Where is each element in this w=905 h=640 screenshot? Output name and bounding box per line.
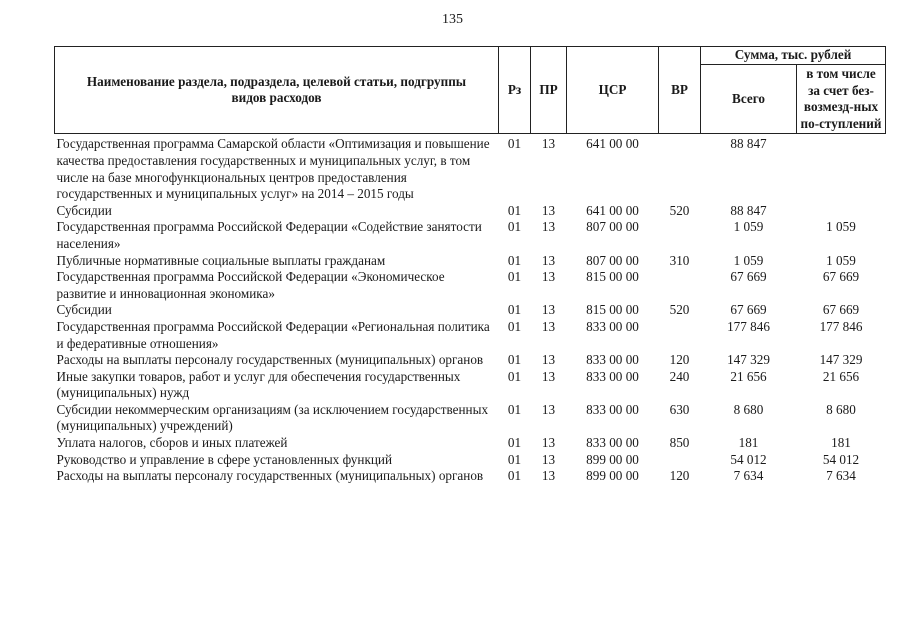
table-row — [55, 134, 886, 203]
cell-pr: 13 — [541, 435, 556, 451]
header-name: Наименование раздела, подраздела, целевой статьи, подгруппы видов расходов — [55, 47, 499, 134]
cell-vr: 520 — [669, 302, 690, 318]
cell-csr: 833 00 00 — [586, 352, 639, 368]
table-row — [55, 369, 886, 402]
cell-total: 88 847 — [730, 136, 767, 152]
table-row — [55, 402, 886, 435]
cell-rz: 01 — [507, 318, 522, 334]
table-row — [55, 253, 886, 270]
cell-free: 67 669 — [822, 302, 860, 318]
cell-name: Уплата налогов, сборов и иных платежей — [56, 435, 288, 451]
cell-pr: 13 — [541, 352, 556, 368]
cell-name: Государственная программа Российской Федерации «Экономическое развитие и инновационная экономика» — [56, 269, 445, 301]
cell-pr: 13 — [541, 368, 556, 384]
cell-pr: 13 — [541, 451, 556, 467]
cell-free: 1 059 — [826, 219, 856, 235]
table-row — [55, 219, 886, 252]
cell-total: 54 012 — [730, 451, 767, 467]
cell-name: Государственная программа Самарской области «Оптимизация и повышение качества предоставления государственных и муниципальных услуг, в том числе на базе многофункциональных центров предоставления государственных и муниципальных услуг» на 2014 – 2015 годы — [56, 136, 490, 202]
cell-total: 7 634 — [733, 468, 764, 484]
cell-vr: 120 — [669, 352, 690, 368]
cell-csr: 899 00 00 — [586, 468, 639, 484]
cell-name: Публичные нормативные социальные выплаты гражданам — [56, 252, 386, 268]
cell-vr: 120 — [669, 468, 690, 484]
cell-name: Расходы на выплаты персоналу государственных (муниципальных) органов — [56, 468, 484, 484]
cell-csr: 815 00 00 — [586, 302, 639, 318]
cell-free: 7 634 — [826, 468, 856, 484]
cell-rz: 01 — [507, 451, 522, 467]
cell-total: 1 059 — [733, 219, 764, 235]
cell-vr: 240 — [669, 368, 690, 384]
cell-rz: 01 — [507, 252, 522, 268]
cell-free: 1 059 — [826, 252, 856, 268]
cell-pr: 13 — [541, 269, 556, 285]
cell-vr — [659, 319, 701, 352]
cell-free: 181 — [831, 435, 851, 451]
table-row — [55, 319, 886, 352]
page-number: 135 — [442, 12, 463, 27]
cell-vr: 850 — [669, 435, 690, 451]
header-csr: ЦСР — [567, 47, 659, 134]
cell-rz: 01 — [507, 468, 522, 484]
cell-pr: 13 — [541, 302, 556, 318]
cell-name: Субсидии — [56, 202, 112, 218]
cell-pr: 13 — [541, 202, 556, 218]
cell-free — [797, 203, 886, 220]
cell-pr: 13 — [541, 468, 556, 484]
table-body — [55, 134, 886, 485]
cell-free: 21 656 — [822, 368, 860, 384]
header-sum: Сумма, тыс. рублей — [701, 47, 886, 65]
cell-name: Субсидии некоммерческим организациям (за исключением государственных (муниципальных) учреждений) — [56, 401, 489, 434]
budget-table — [54, 46, 886, 485]
cell-vr — [659, 452, 701, 469]
table-row — [55, 302, 886, 319]
cell-free: 54 012 — [822, 451, 860, 467]
cell-csr: 833 00 00 — [586, 368, 639, 384]
cell-csr: 815 00 00 — [586, 269, 639, 285]
cell-total: 8 680 — [733, 401, 764, 417]
cell-vr — [659, 134, 701, 203]
cell-pr: 13 — [541, 318, 556, 334]
cell-csr: 833 00 00 — [586, 318, 639, 334]
cell-vr — [659, 219, 701, 252]
cell-name: Иные закупки товаров, работ и услуг для обеспечения государственных (муниципальных) нужд — [56, 368, 461, 401]
header-rz: Рз — [499, 47, 531, 134]
cell-csr: 833 00 00 — [586, 401, 639, 417]
cell-pr: 13 — [541, 136, 556, 152]
cell-total: 177 846 — [727, 318, 770, 334]
cell-vr — [659, 269, 701, 302]
cell-free: 147 329 — [819, 352, 863, 368]
table-header — [55, 47, 886, 134]
cell-total: 181 — [738, 435, 759, 451]
cell-rz: 01 — [507, 219, 522, 235]
cell-csr: 641 00 00 — [586, 136, 639, 152]
cell-vr: 520 — [669, 202, 690, 218]
cell-total: 67 669 — [730, 302, 767, 318]
cell-csr: 833 00 00 — [586, 435, 639, 451]
cell-total: 88 847 — [730, 202, 767, 218]
cell-rz: 01 — [507, 269, 522, 285]
cell-rz: 01 — [507, 136, 522, 152]
cell-name: Государственная программа Российской Федерации «Региональная политика и федеративные отношения» — [56, 318, 490, 351]
header-free: в том числе за счет без-возмезд-ных по-ступлений — [797, 65, 886, 134]
cell-total: 21 656 — [730, 368, 767, 384]
cell-rz: 01 — [507, 435, 522, 451]
header-vr: ВР — [659, 47, 701, 134]
cell-vr: 630 — [669, 401, 690, 417]
cell-pr: 13 — [541, 401, 556, 417]
header-pr: ПР — [531, 47, 567, 134]
header-total: Всего — [701, 65, 797, 134]
cell-csr: 807 00 00 — [586, 219, 639, 235]
cell-free — [797, 134, 886, 203]
cell-vr: 310 — [669, 252, 690, 268]
cell-rz: 01 — [507, 302, 522, 318]
table-row — [55, 468, 886, 485]
cell-total: 147 329 — [727, 352, 770, 368]
cell-total: 67 669 — [730, 269, 767, 285]
cell-name: Руководство и управление в сфере установленных функций — [56, 451, 393, 467]
cell-name: Субсидии — [56, 302, 112, 318]
cell-rz: 01 — [507, 368, 522, 384]
cell-free: 8 680 — [826, 401, 856, 417]
cell-rz: 01 — [507, 202, 522, 218]
cell-rz: 01 — [507, 352, 522, 368]
cell-free: 67 669 — [822, 269, 860, 285]
cell-name: Расходы на выплаты персоналу государственных (муниципальных) органов — [56, 352, 484, 368]
cell-csr: 641 00 00 — [586, 202, 639, 218]
table-row — [55, 435, 886, 452]
cell-pr: 13 — [541, 252, 556, 268]
cell-rz: 01 — [507, 401, 522, 417]
table-row — [55, 203, 886, 220]
table-row — [55, 269, 886, 302]
table-row — [55, 352, 886, 369]
cell-csr: 899 00 00 — [586, 451, 639, 467]
cell-csr: 807 00 00 — [586, 252, 639, 268]
cell-name: Государственная программа Российской Федерации «Содействие занятости населения» — [56, 219, 482, 251]
table-row — [55, 452, 886, 469]
cell-free: 177 846 — [819, 318, 863, 334]
cell-pr: 13 — [541, 219, 556, 235]
cell-total: 1 059 — [733, 252, 764, 268]
